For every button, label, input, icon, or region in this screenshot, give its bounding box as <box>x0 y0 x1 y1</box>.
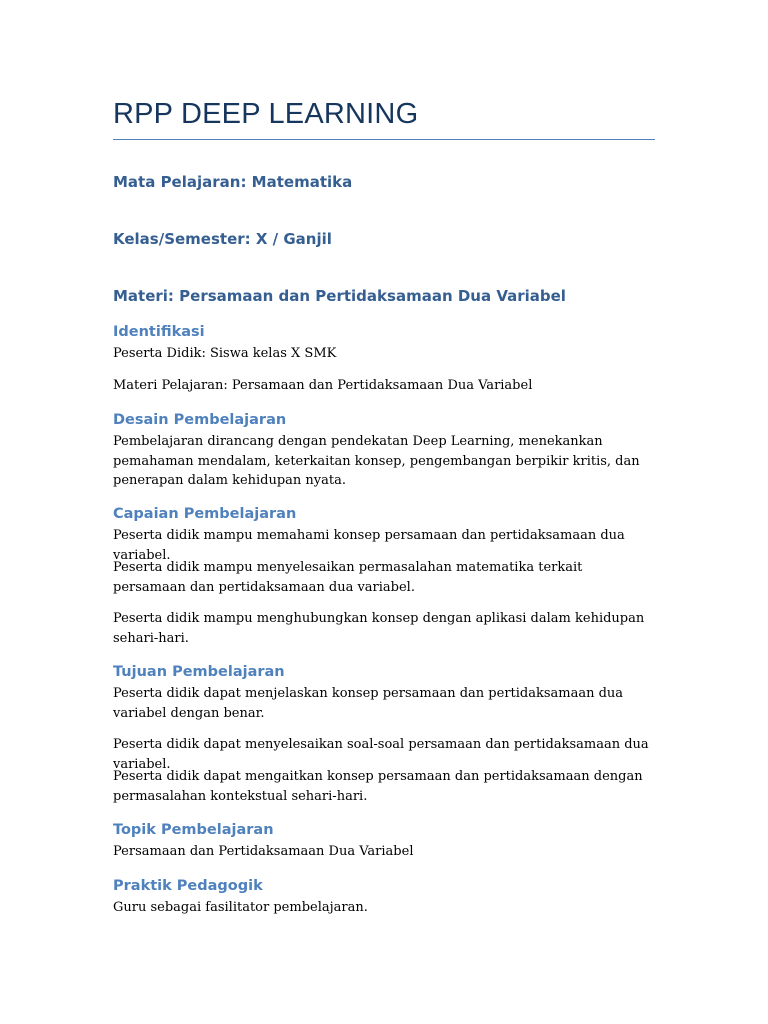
paragraph-tujuan-3: Peserta didik dapat mengaitkan konsep persamaan dan pertidaksamaan dengan permasalahan kontekstual sehari-hari. <box>113 769 643 804</box>
document-title: RPP DEEP LEARNING <box>113 98 419 130</box>
paragraph-desain: Pembelajaran dirancang dengan pendekatan Deep Learning, menekankan pemahaman mendalam, keterkaitan konsep, pengembangan berpikir kritis, dan penerapan dalam kehidupan nyata. <box>113 434 640 488</box>
section-heading-tujuan: Tujuan Pembelajaran <box>113 664 285 680</box>
section-heading-capaian: Capaian Pembelajaran <box>113 506 297 522</box>
section-heading-praktik: Praktik Pedagogik <box>113 878 263 894</box>
paragraph-capaian-3: Peserta didik mampu menghubungkan konsep dengan aplikasi dalam kehidupan sehari-hari. <box>113 611 645 646</box>
section-heading-identifikasi: Identifikasi <box>113 324 205 340</box>
paragraph-tujuan-2: Peserta didik dapat menyelesaikan soal-soal persamaan dan pertidaksamaan dua variabel. <box>113 737 649 772</box>
title-underline-rule <box>113 139 655 140</box>
paragraph-praktik: Guru sebagai fasilitator pembelajaran. <box>113 900 368 915</box>
paragraph-capaian-2: Peserta didik mampu menyelesaikan permasalahan matematika terkait persamaan dan pertidaksamaan dua variabel. <box>113 560 583 595</box>
paragraph-peserta-didik: Peserta Didik: Siswa kelas X SMK <box>113 346 337 361</box>
paragraph-capaian-1: Peserta didik mampu memahami konsep persamaan dan pertidaksamaan dua variabel. <box>113 528 625 563</box>
paragraph-materi-pelajaran: Materi Pelajaran: Persamaan dan Pertidaksamaan Dua Variabel <box>113 378 533 393</box>
section-heading-desain: Desain Pembelajaran <box>113 412 287 428</box>
material-heading: Materi: Persamaan dan Pertidaksamaan Dua Variabel <box>113 287 566 305</box>
paragraph-tujuan-1: Peserta didik dapat menjelaskan konsep persamaan dan pertidaksamaan dua variabel dengan benar. <box>113 686 624 721</box>
subject-heading: Mata Pelajaran: Matematika <box>113 173 353 191</box>
paragraph-topik: Persamaan dan Pertidaksamaan Dua Variabel <box>113 844 414 859</box>
class-semester-heading: Kelas/Semester: X / Ganjil <box>113 230 332 248</box>
section-heading-topik: Topik Pembelajaran <box>113 822 274 838</box>
